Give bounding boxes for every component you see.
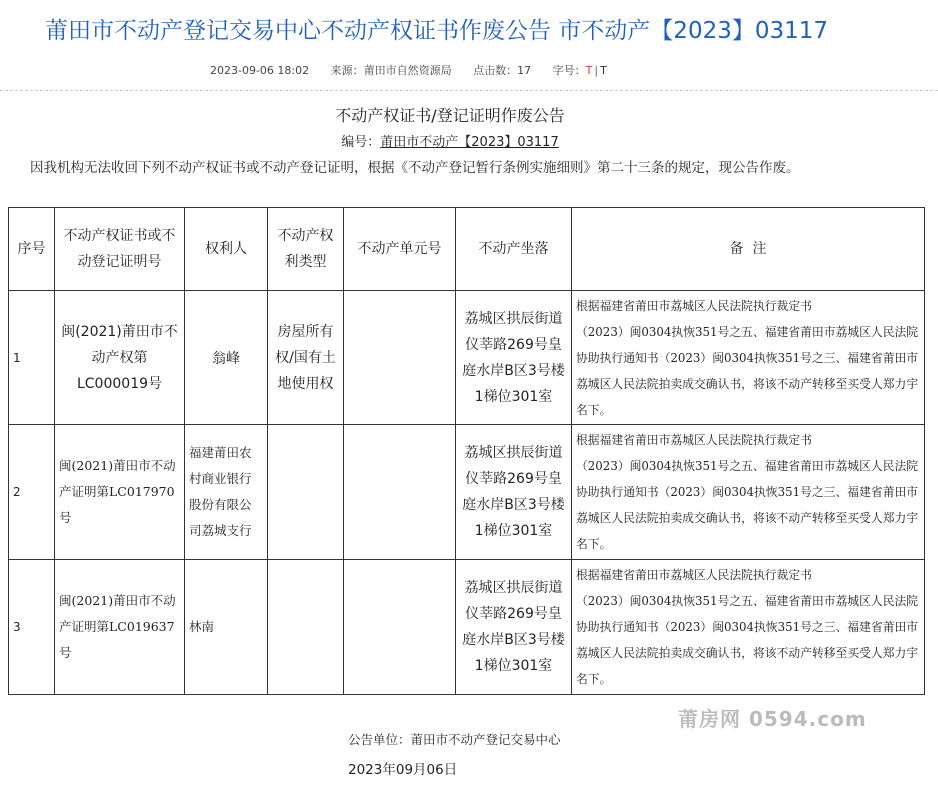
cell-right-type: 房屋所有权/国有土地使用权 bbox=[268, 291, 344, 425]
font-large-button[interactable]: T bbox=[585, 64, 593, 77]
cell-cert: 闽(2021)莆田市不动产证明第LC019637号 bbox=[55, 560, 185, 695]
header-divider bbox=[0, 90, 938, 91]
cell-unit bbox=[344, 425, 456, 560]
header-cert: 不动产权证书或不动登记证明号 bbox=[55, 208, 185, 291]
table-row bbox=[9, 425, 925, 560]
cell-right-type bbox=[268, 425, 344, 560]
cell-unit bbox=[344, 291, 456, 425]
table-row bbox=[9, 560, 925, 695]
cell-cert: 闽(2021)莆田市不动产证明第LC017970号 bbox=[55, 425, 185, 560]
number-value: 莆田市不动产【2023】03117 bbox=[380, 135, 559, 150]
font-divider: | bbox=[594, 64, 599, 77]
site-watermark: 莆房网 0594.com bbox=[678, 707, 867, 731]
header-right-type: 不动产权利类型 bbox=[268, 208, 344, 291]
header-seq: 序号 bbox=[9, 208, 55, 291]
number-label: 编号： bbox=[341, 135, 381, 150]
cell-seq: 3 bbox=[9, 560, 55, 695]
header-note: 备 注 bbox=[572, 208, 925, 291]
cell-location: 荔城区拱辰街道仪莘路269号皇庭水岸B区3号楼1梯位301室 bbox=[456, 560, 572, 695]
clicks-label: 点击数： bbox=[473, 64, 518, 77]
cell-holder: 林南 bbox=[185, 560, 268, 695]
click-count bbox=[473, 64, 531, 77]
announcement-date: 2023年09月06日 bbox=[348, 762, 458, 778]
font-size-control bbox=[553, 64, 607, 77]
table-header-row bbox=[9, 208, 925, 291]
source-value: 莆田市自然资源局 bbox=[363, 64, 452, 77]
source-info bbox=[331, 64, 452, 77]
article-meta bbox=[210, 62, 607, 78]
cell-note: 根据福建省莆田市荔城区人民法院执行裁定书 （2023）闽0304执恢351号之五、福建省莆田市荔城区人民法院协助执行通知书（2023）闽0304执恢351号之三、福建省莆田市荔城区人民法院拍卖成交确认书，将该不动产转移至买受人郑力宇名下。 bbox=[572, 291, 925, 425]
document-title: 不动产权证书/登记证明作废公告 bbox=[335, 106, 565, 125]
header-unit: 不动产单元号 bbox=[344, 208, 456, 291]
table-row bbox=[9, 291, 925, 425]
cell-unit bbox=[344, 560, 456, 695]
cell-note: 根据福建省莆田市荔城区人民法院执行裁定书 （2023）闽0304执恢351号之五、福建省莆田市荔城区人民法院协助执行通知书（2023）闽0304执恢351号之三、福建省莆田市荔城区人民法院拍卖成交确认书，将该不动产转移至买受人郑力宇名下。 bbox=[572, 425, 925, 560]
intro-paragraph: 因我机构无法收回下列不动产权证书或不动产登记证明，根据《不动产登记暂行条例实施细则》第二十三条的规定，现公告作废。 bbox=[30, 160, 800, 176]
fontsize-label: 字号： bbox=[552, 64, 586, 77]
announcing-unit: 公告单位：莆田市不动产登记交易中心 bbox=[348, 732, 561, 747]
header-holder: 权利人 bbox=[185, 208, 268, 291]
cell-holder: 翁峰 bbox=[185, 291, 268, 425]
document-number bbox=[0, 131, 900, 150]
cell-seq: 1 bbox=[9, 291, 55, 425]
cell-note: 根据福建省莆田市荔城区人民法院执行裁定书 （2023）闽0304执恢351号之五、福建省莆田市荔城区人民法院协助执行通知书（2023）闽0304执恢351号之三、福建省莆田市荔城区人民法院拍卖成交确认书，将该不动产转移至买受人郑力宇名下。 bbox=[572, 560, 925, 695]
font-small-button[interactable]: T bbox=[600, 64, 607, 77]
clicks-value: 17 bbox=[517, 64, 532, 77]
cell-cert: 闽(2021)莆田市不动产权第LC000019号 bbox=[55, 291, 185, 425]
page-title: 莆田市不动产登记交易中心不动产权证书作废公告 市不动产【2023】03117 bbox=[45, 18, 829, 44]
source-label: 来源： bbox=[330, 64, 364, 77]
header-location: 不动产坐落 bbox=[456, 208, 572, 291]
void-certificates-table bbox=[8, 207, 925, 695]
cell-right-type bbox=[268, 560, 344, 695]
cell-holder: 福建莆田农村商业银行股份有限公司荔城支行 bbox=[185, 425, 268, 560]
cell-location: 荔城区拱辰街道仪莘路269号皇庭水岸B区3号楼1梯位301室 bbox=[456, 291, 572, 425]
publish-datetime: 2023-09-06 18:02 bbox=[210, 64, 310, 77]
cell-location: 荔城区拱辰街道仪莘路269号皇庭水岸B区3号楼1梯位301室 bbox=[456, 425, 572, 560]
cell-seq: 2 bbox=[9, 425, 55, 560]
